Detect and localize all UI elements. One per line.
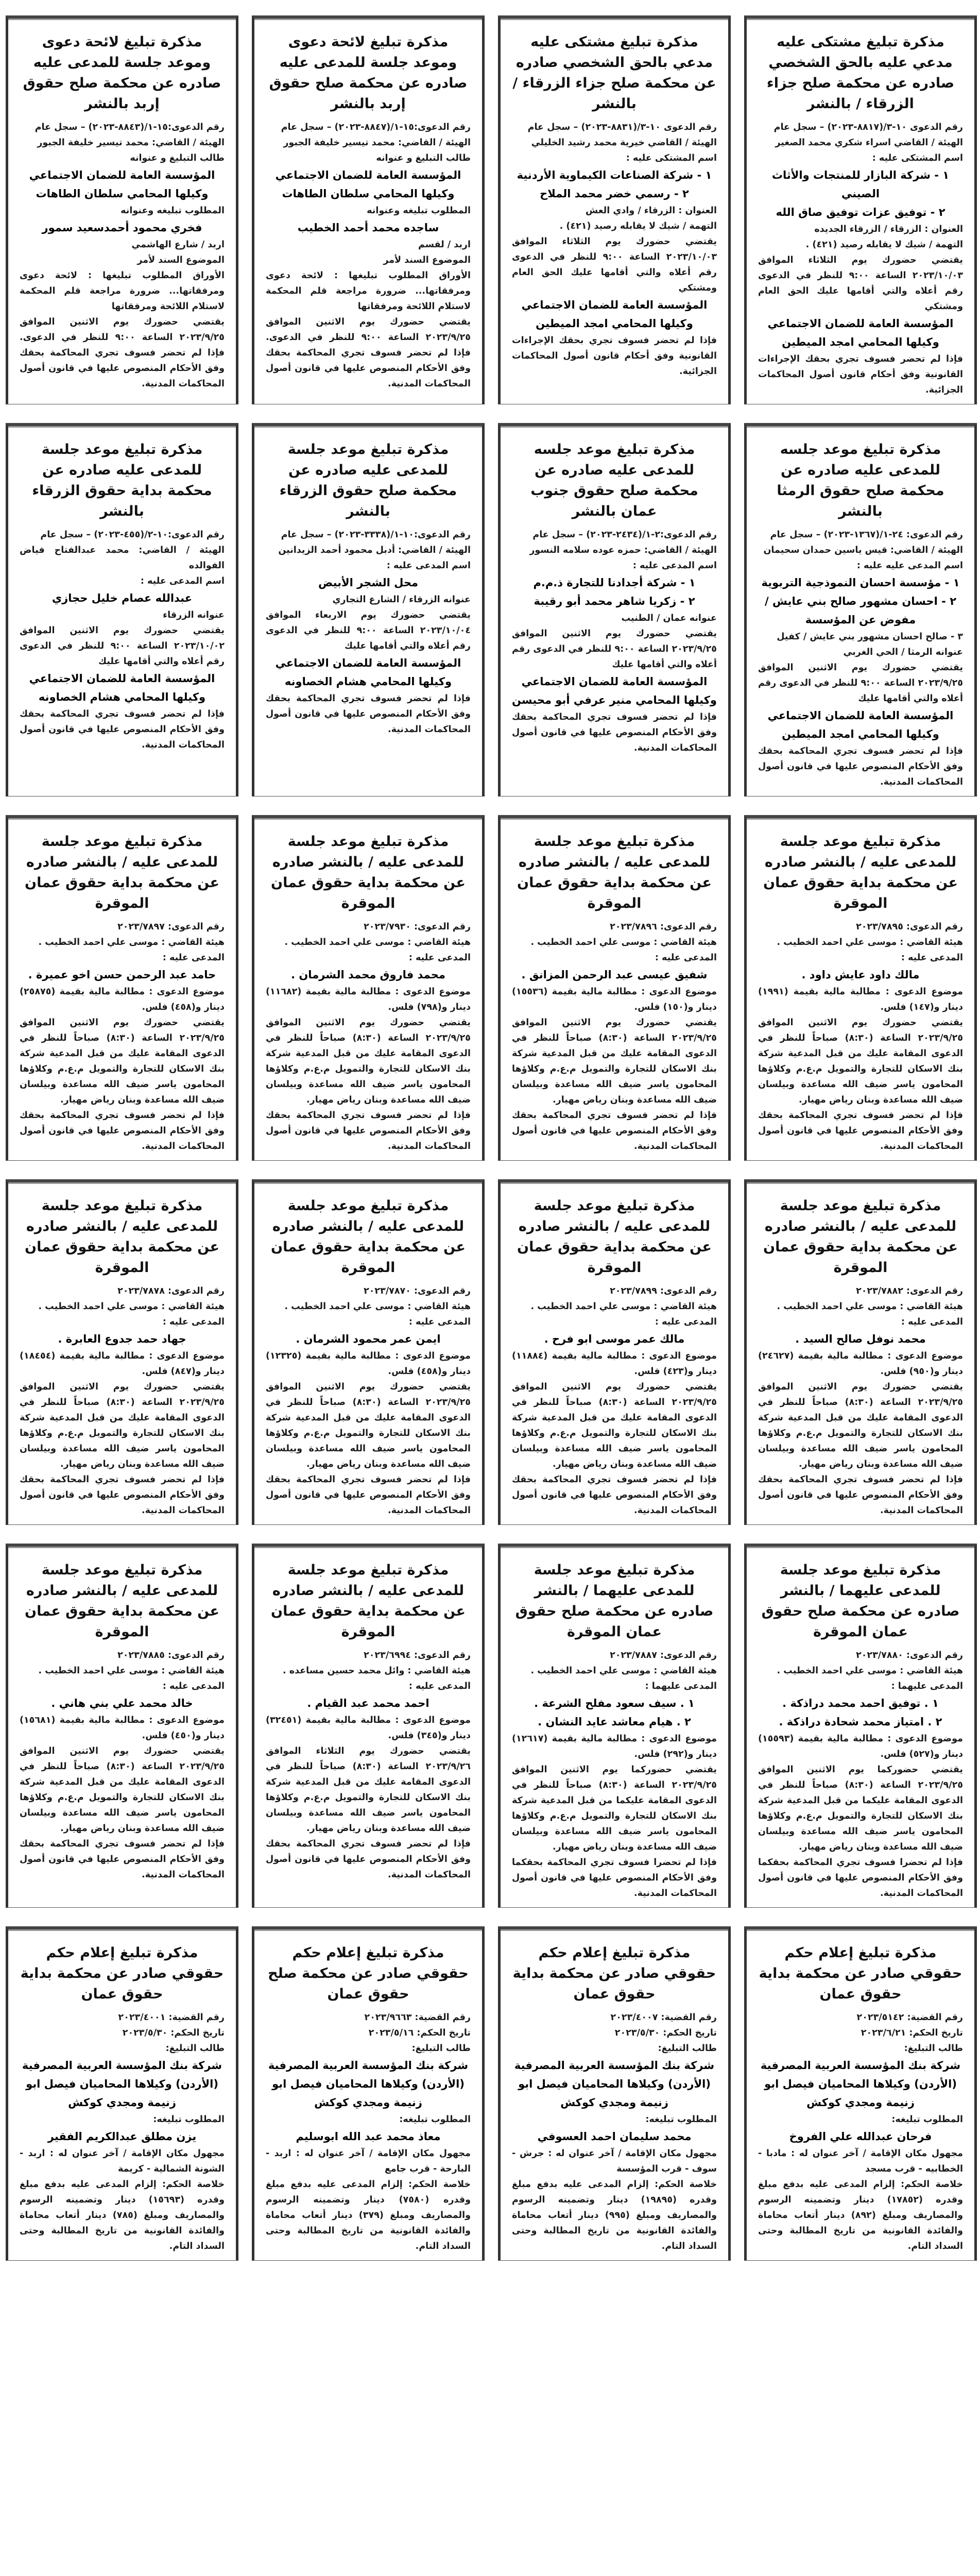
notice-title: مذكرة تبليغ موعد جلسة للمدعى عليه / بالنشر صادره عن محكمة بداية حقوق عمان الموقرة — [517, 834, 712, 911]
notice-text-line: العنوان : الزرقاء / الزرقاء الجديده — [814, 224, 963, 234]
notice-row — [0, 423, 980, 796]
notice-text-line: فإذا لم تحضر فسوف تجري المحاكمة بحقك وفق الأحكام المنصوص عليها في قانون أصول المحاكمات المدنية. — [758, 1110, 963, 1151]
notice-text-line: يقتضي حضوركما يوم الاثنين الموافق ٢٠٢٣/٩/٢٥ الساعة (٨:٣٠) صباحاً للنظر في الدعوى المقامة عليكما من قبل المدعية شركة بنك الاسكان للتجارة والتمويل م.ع.م وكلاؤها المحامون ياسر ضيف الله مساعدة وبيلسان ضيف الله مساعدة وبنان رياض مهيار. — [758, 1765, 963, 1852]
notice-text-line: رقم الدعوى: ٢٠٢٣/٧٨٩٧ — [117, 922, 225, 932]
legal-notice — [744, 815, 977, 1161]
notice-text-line: رقم الدعوى: ٢٠٢٣/٦٩٩٤ — [364, 1650, 471, 1660]
notice-title: مذكرة تبليغ موعد جلسة للمدعى عليه / بالنشر صادره عن محكمة بداية حقوق عمان الموقرة — [25, 1198, 219, 1276]
notice-text-line: المدعى عليهما : — [645, 1681, 717, 1691]
notice-party-name: شركة بنك المؤسسة العربية المصرفية (الأردن) وكيلاها المحاميان فيصل ابو زنيمة ومجدي كوكش — [268, 2059, 469, 2109]
notice-title: مذكرة تبليغ لائحة دعوى وموعد جلسة للمدعى عليه صادره عن محكمة صلح حقوق إربد بالنشر — [269, 34, 468, 112]
notice-text-line: هيئة القاضي : موسى علي احمد الخطيب . — [284, 937, 471, 947]
notice-text-line: المدعى عليه : — [408, 1317, 471, 1327]
notice-text-line: موضوع الدعوى : مطالبة مالية بقيمة (١٩٩١) دينار و(١٤٧) فلس. — [758, 987, 963, 1012]
notice-text-line: فإذا لم تحضر فسوف تجري المحاكمة بحقك وفق الأحكام المنصوص عليها في قانون أصول المحاكمات المدنية. — [20, 1110, 225, 1151]
notice-text-line: يقتضي حضورك يوم الاثنين الموافق ٢٠٢٣/٩/٢٥ الساعة (٨:٣٠) صباحاً للنظر في الدعوى المقامة عليك من قبل المدعية شركة بنك الاسكان للتجارة والتمويل م.ع.م وكلاؤها المحامون ياسر ضيف الله مساعدة وبيلسان ضيف الله مساعدة وبنان رياض مهيار. — [20, 1746, 225, 1834]
notice-text-line: فإذا لم تحضر فسوف تجري المحاكمة بحقك وفق الأحكام المنصوص عليها في قانون أصول المحاكمات المدنية. — [20, 1475, 225, 1516]
notice-text-line: عنوانه الرمثا / الحي الغربي — [843, 647, 963, 657]
notice-text-line: هيئة القاضي : موسى علي احمد الخطيب . — [284, 1301, 471, 1312]
notice-text-line: رقم الدعوى: ٢٠٢٣/٧٨٩٦ — [610, 922, 717, 932]
legal-notice — [744, 1179, 977, 1525]
notice-text-line: المدعى عليه : — [408, 1681, 471, 1691]
notice-text-line: رقم الدعوى: ٢٠٢٣/٧٨٨٠ — [856, 1650, 963, 1660]
legal-notice — [744, 1926, 977, 2261]
notice-text-line: يقتضي حضورك يوم الاثنين الموافق ٢٠٢٣/٩/٢٥ الساعة (٨:٣٠) صباحاً للنظر في الدعوى المقامة عليك من قبل المدعية شركة بنك الاسكان للتجارة والتمويل م.ع.م وكلاؤها المحامون ياسر ضيف الله مساعدة وبيلسان ضيف الله مساعدة وبنان رياض مهيار. — [512, 1018, 717, 1105]
notice-text-line: الهيئة / القاضي: أدبل محمود أحمد الزيدانين — [278, 545, 471, 555]
notice-party-name: ١ - شركة البازار للمنتجات والأثاث الصيني — [771, 169, 950, 200]
notice-text-line: رقم الدعوى: ٢٠٢٣/٧٨٩٩ — [610, 1286, 717, 1296]
notice-text-line: هيئة القاضي : موسى علي احمد الخطيب . — [530, 1301, 717, 1312]
legal-notice — [252, 815, 485, 1161]
notice-text-line: اسم المدعى عليه : — [632, 561, 717, 571]
legal-notice — [6, 815, 238, 1161]
notice-title: مذكرة تبليغ موعد جلسة للمدعى عليهما / بالنشر صادره عن محكمة صلح حقوق عمان الموقرة — [761, 1562, 960, 1640]
notice-text-line: اسم المدعى عليه : — [386, 561, 471, 571]
notice-text-line: فإذا لم تحضر فسوف تجري المحاكمة بحقك وفق الأحكام المنصوص عليها في قانون أصول المحاكمات المدنية. — [758, 1475, 963, 1516]
notice-title: مذكرة تبليغ موعد جلسة للمدعى عليه / بالنشر صادره عن محكمة بداية حقوق عمان الموقرة — [25, 1562, 219, 1640]
notice-text-line: اسم المدعى عليه : — [140, 576, 225, 586]
notice-text-line: فإذا لم تحضر فسوف تجري المحاكمة بحقك وفق الأحكام المنصوص عليها في قانون أصول المحاكمات المدنية. — [266, 1839, 471, 1880]
notice-text-line: خلاصة الحكم: إلزام المدعى عليه بدفع مبلغ وقدره (١٧٨٥٢) دينار وتضمينه الرسوم والمصاريف ومبلغ (٨٩٢) دينار أتعاب محاماة والفائدة القانونية من تاريخ المطالبة وحتى السداد التام. — [758, 2179, 963, 2251]
notice-text-line: يقتضي حضورك يوم الاثنين الموافق ٢٠٢٣/٩/٢٥ الساعة (٨:٣٠) صباحاً للنظر في الدعوى المقامة عليك من قبل المدعية شركة بنك الاسكان للتجارة والتمويل م.ع.م وكلاؤها المحامون ياسر ضيف الله مساعدة وبيلسان ضيف الله مساعدة وبنان رياض مهيار. — [266, 1018, 471, 1105]
notice-text-line: فإذا لم تحضر فسوف تجري المحاكمة بحقك وفق الأحكام المنصوص عليها في قانون أصول المحاكمات المدنية. — [512, 712, 717, 753]
notice-text-line: الموضوع السند لأمر — [383, 255, 471, 265]
notice-text-line: الهيئة / القاضي: محمد تيسير خليفة الجبور — [283, 138, 471, 148]
notice-text-line: رقم الدعوى: ٢٤-١/(١٣٦٧-٢٠٢٣) – سجل عام — [770, 530, 963, 540]
notice-party-name: حامد عبد الرحمن حسن اخو عميرة . — [28, 969, 216, 981]
notice-text-line: يقتضي حضورك يوم الاثنين الموافق ٢٠٢٣/٩/٢٥ الساعة (٨:٣٠) صباحاً للنظر في الدعوى المقامة عليك من قبل المدعية شركة بنك الاسكان للتجارة والتمويل م.ع.م وكلاؤها المحامون ياسر ضيف الله مساعدة وبيلسان ضيف الله مساعدة وبنان رياض مهيار. — [266, 1382, 471, 1469]
notice-title: مذكرة تبليغ موعد جلسة للمدعى عليه صادره عن محكمة صلح حقوق الزرقاء بالنشر — [279, 442, 457, 519]
notice-text-line: فإذا لم تحضر فسوف تجري المحاكمة بحقك وفق الأحكام المنصوص عليها في قانون أصول المحاكمات المدنية. — [266, 1110, 471, 1151]
notice-text-line: يقتضي حضورك يوم الاثنين الموافق ٢٠٢٣/٩/٢٥ الساعة ٩:٠٠ للنظر في الدعوى. فإذا لم تحضر فسوف تجري المحاكمة بحقك وفق الأحكام المنصوص عليها في قانون أصول المحاكمات المدنية. — [20, 317, 225, 389]
notice-text-line: مجهول مكان الإقامة / آخر عنوان له : اربد - البارحة - قرب جامع — [266, 2148, 471, 2174]
notice-row — [0, 1926, 980, 2261]
notice-text-line: رقم الدعوى: ٢٠٢٣/٧٨٩٥ — [856, 922, 963, 932]
notice-text-line: يقتضي حضورك يوم الثلاثاء الموافق ٢٠٢٣/١٠/٠٣ الساعة ٩:٠٠ للنظر في الدعوى رقم أعلاه والتي أقامها عليك الحق العام ومشتكي — [758, 255, 963, 312]
notice-text-line: هيئة القاضي : موسى علي احمد الخطيب . — [777, 937, 963, 947]
notice-party-name: المؤسسة العامة للضمان الاجتماعي وكيلها المحامي امجد الميطين — [767, 709, 954, 740]
notice-text-line: عنوانه عمان / الطنيب — [621, 613, 717, 623]
notice-text-line: عنوانه الزرقاء / الشارع التجاري — [332, 595, 471, 605]
notice-text-line: موضوع الدعوى : مطالبة مالية بقيمة (١٢٦١٧) دينار و(٢٩٢) فلس. — [512, 1734, 717, 1759]
notice-title: مذكرة تبليغ موعد جلسة للمدعى عليه / بالنشر صادره عن محكمة بداية حقوق عمان الموقرة — [25, 834, 219, 911]
notice-text-line: المدعى عليه : — [162, 1681, 225, 1691]
notice-party-name: محمد سليمان احمد العسوفي — [537, 2130, 692, 2143]
notice-row — [0, 1179, 980, 1525]
notice-text-line: موضوع الدعوى : مطالبة مالية بقيمة (١١٦٨٢) دينار و(٧٩٨) فلس. — [266, 987, 471, 1012]
notice-text-line: الهيئة / القاضي اسراء شكري محمد الصغير — [775, 138, 963, 148]
notice-party-name: ١ - مؤسسة احسان النموذجية التربوية — [761, 577, 960, 589]
notice-text-line: يقتضي حضورك يوم الاثنين الموافق ٢٠٢٣/٩/٢٥ الساعة (٨:٣٠) صباحاً للنظر في الدعوى المقامة عليك من قبل المدعية شركة بنك الاسكان للتجارة والتمويل م.ع.م وكلاؤها المحامون ياسر ضيف الله مساعدة وبيلسان ضيف الله مساعدة وبنان رياض مهيار. — [20, 1382, 225, 1469]
notice-party-name: ١ - شركة الصناعات الكيماوية الأردنية — [517, 169, 712, 181]
notice-text-line: المطلوب تبليغه: — [645, 2114, 717, 2125]
notice-text-line: رقم القضية: ٢٠٢٣/٤٠٠١ — [118, 2012, 225, 2023]
legal-notice — [498, 1544, 731, 1908]
legal-notice — [6, 1544, 238, 1908]
notice-text-line: يقتضي حضورك يوم الاثنين الموافق ٢٠٢٣/٩/٢٥ الساعة ٩:٠٠ للنظر في الدعوى رقم أعلاه والتي أقامها عليك — [758, 663, 963, 704]
notice-text-line: موضوع الدعوى : مطالبة مالية بقيمة (١٢٣٢٥) دينار و(٤٥٨) فلس. — [266, 1351, 471, 1377]
notice-text-line: المدعى عليه : — [655, 953, 717, 963]
notice-text-line: المطلوب تبليغه: — [891, 2114, 963, 2125]
notice-text-line: تاريخ الحكم: ٢٠٢٣/٥/٣٠ — [614, 2028, 717, 2038]
notice-text-line: المدعى عليه : — [655, 1317, 717, 1327]
notice-text-line: هيئة القاضي : موسى علي احمد الخطيب . — [530, 1666, 717, 1676]
notice-text-line: فإذا لم تحضر فسوف تجري المحاكمة بحقك وفق الأحكام المنصوص عليها في قانون أصول المحاكمات المدنية. — [512, 1475, 717, 1516]
notice-party-name: عبدالله عصام خليل حجازي — [51, 592, 193, 604]
legal-notice — [6, 423, 238, 796]
legal-notice — [498, 815, 731, 1161]
notice-title: مذكرة تبليغ إعلام حكم حقوقي صادر عن محكمة بداية حقوق عمان — [20, 1945, 224, 2002]
notice-text-line: يقتضي حضورك يوم الاثنين الموافق ٢٠٢٣/١٠/٠٢ الساعة ٩:٠٠ للنظر في الدعوى رقم أعلاه والتي أقامها عليك — [20, 625, 225, 667]
notice-text-line: رقم الدعوى: ٢٠٢٣/٧٨٨٢ — [856, 1286, 963, 1296]
notice-title: مذكرة تبليغ موعد جلسة للمدعى عليهما / بالنشر صادره عن محكمة صلح حقوق عمان الموقرة — [515, 1562, 714, 1640]
notice-text-line: رقم الدعوى ١٠-٣/(٨٨١٧-٢٠٢٣) – سجل عام — [773, 122, 963, 132]
notice-party-name: ٢ . امتياز محمد شحادة دراذكة . — [779, 1716, 942, 1728]
notice-title: مذكرة تبليغ إعلام حكم حقوقي صادر عن محكمة صلح حقوق عمان — [268, 1945, 469, 2002]
notice-text-line: فإذا لم تحضر فسوف تجري المحاكمة بحقك وفق الأحكام المنصوص عليها في قانون أصول المحاكمات المدنية. — [266, 693, 471, 735]
notice-party-name: محل الشجر الأبيض — [318, 577, 419, 589]
notice-text-line: الموضوع السند لأمر — [137, 255, 225, 265]
notice-text-line: الهيئة / القاضي خيرية محمد رشيد الخليلي — [531, 138, 717, 148]
notice-text-line: مجهول مكان الإقامة / آخر عنوان له : جرش - سوف - قرب المؤسسة — [512, 2148, 717, 2174]
notice-party-name: شركة بنك المؤسسة العربية المصرفية (الأردن) وكيلاها المحاميان فيصل ابو زنيمة ومجدي كوكش — [514, 2059, 715, 2109]
notice-text-line: يقتضي حضورك يوم الاثنين الموافق ٢٠٢٣/٩/٢٥ الساعة ٩:٠٠ للنظر في الدعوى. فإذا لم تحضر فسوف تجري المحاكمة بحقك وفق الأحكام المنصوص عليها في قانون أصول المحاكمات المدنية. — [266, 317, 471, 389]
notice-text-line: فإذا لم تحضر فسوف تجري المحاكمة بحقك وفق الأحكام المنصوص عليها في قانون أصول المحاكمات المدنية. — [266, 1475, 471, 1516]
notice-title: مذكرة تبليغ مشتكى عليه مدعي بالحق الشخصي صادره عن محكمة صلح جزاء الزرقاء / بالنشر — [512, 34, 716, 112]
notice-party-name: المؤسسة العامة للضمان الاجتماعي وكيلها المحامي منير عرفي أبو محيسن — [512, 675, 717, 706]
notice-text-line: رقم الدعوى:١٥-١/(٨٨٤٧-٢٠٢٣) – سجل عام — [281, 122, 471, 132]
notice-text-line: رقم القضية: ٢٠٢٣/٩٦٦٣ — [364, 2012, 471, 2023]
notice-text-line: خلاصة الحكم: إلزام المدعى عليه بدفع مبلغ وقدره (١٥٦٩٣) دينار وتضمينه الرسوم والمصاريف ومبلغ (٧٨٥) دينار أتعاب محاماة والفائدة القانونية من تاريخ المطالبة وحتى السداد التام. — [20, 2179, 225, 2251]
notice-text-line: المدعى عليه : — [162, 1317, 225, 1327]
notice-text-line: مجهول مكان الإقامة / آخر عنوان له : مادبا - الخطابيه - قرب مسجد — [758, 2148, 963, 2174]
notice-title: مذكرة تبليغ موعد جلسة للمدعى عليه / بالنشر صادره عن محكمة بداية حقوق عمان الموقرة — [271, 1562, 466, 1640]
notice-text-line: رقم الدعوى ١٠-٣/(٨٨٣١-٢٠٢٣) – سجل عام — [527, 122, 717, 132]
notice-text-line: يقتضي حضوركما يوم الاثنين الموافق ٢٠٢٣/٩/٢٥ الساعة (٨:٣٠) صباحاً للنظر في الدعوى المقامة عليكما من قبل المدعية شركة بنك الاسكان للتجارة والتمويل م.ع.م وكلاؤها المحامون ياسر ضيف الله مساعدة وبيلسان ضيف الله مساعدة وبنان رياض مهيار. — [512, 1765, 717, 1852]
notice-text-line: رقم الدعوى:٢-١/(٢٤٣٤-٢٠٢٣) – سجل عام — [532, 530, 717, 540]
legal-notice — [498, 1179, 731, 1525]
notice-party-name: ايمن عمر محمود الشرمان . — [296, 1333, 441, 1345]
legal-notice — [252, 1544, 485, 1908]
notice-text-line: موضوع الدعوى : مطالبة مالية بقيمة (١٥٥٣٦) دينار و(١٥٠) فلس. — [512, 987, 717, 1012]
notice-title: مذكرة تبليغ موعد جلسة للمدعى عليه / بالنشر صادره عن محكمة بداية حقوق عمان الموقرة — [763, 1198, 958, 1276]
notice-party-name: المؤسسة العامة للضمان الاجتماعي وكيلها المحامي امجد الميطين — [521, 299, 708, 330]
notice-party-name: المؤسسة العامة للضمان الاجتماعي وكيلها المحامي سلطان الطاهات — [275, 169, 461, 200]
notice-text-line: هيئة القاضي : موسى علي احمد الخطيب . — [777, 1301, 963, 1312]
notice-text-line: المطلوب تبليغه وعنوانه — [367, 206, 471, 216]
notice-party-name: مالك عمر موسى ابو فرح . — [544, 1333, 685, 1345]
notice-title: مذكرة تبليغ مشتكى عليه مدعي عليه بالحق الشخصي صادره عن محكمة صلح جزاء الزرقاء / بالنشر — [766, 34, 955, 112]
legal-notice — [252, 15, 485, 404]
legal-notice — [252, 1179, 485, 1525]
notice-text-line: رقم الدعوى: ٢٠٢٣/٧٨٨٧ — [610, 1650, 717, 1660]
notice-text-line: اسم المشتكى عليه : — [872, 153, 963, 163]
notice-text-line: رقم الدعوى: ٢٠٢٣/٧٨٧٨ — [117, 1286, 225, 1296]
notice-party-name: فرحان عبدالله علي الفروخ — [789, 2130, 932, 2143]
notice-text-line: تاريخ الحكم: ٢٠٢٣/٥/١٦ — [368, 2028, 471, 2038]
notice-title: مذكرة تبليغ إعلام حكم حقوقي صادر عن محكمة بداية حقوق عمان — [512, 1945, 716, 2002]
notice-party-name: شركة بنك المؤسسة العربية المصرفية (الأردن) وكيلاها المحاميان فيصل ابو زنيمة ومجدي كوكش — [760, 2059, 961, 2109]
notice-text-line: يقتضي حضورك يوم الاثنين الموافق ٢٠٢٣/٩/٢٥ الساعة ٩:٠٠ للنظر في الدعوى رقم أعلاه والتي أقامها عليك — [512, 629, 717, 670]
legal-notice — [498, 1926, 731, 2261]
notice-text-line: المطلوب تبليغه: — [399, 2114, 471, 2125]
legal-notice — [252, 423, 485, 796]
notice-party-name: جهاد حمد جدوع العابرة . — [58, 1333, 186, 1345]
notice-text-line: فإذا لم تحضرا فسوف تجري المحاكمة بحقكما وفق الأحكام المنصوص عليها في قانون أصول المحاكمات المدنية. — [758, 1857, 963, 1899]
notice-text-line: رقم القضية: ٢٠٢٣/٤٠٠٧ — [610, 2012, 717, 2023]
notice-party-name: ١ - شركة أجدادنا للتجارة ذ.م.م — [533, 577, 696, 589]
notice-text-line: رقم الدعوى:١٠-١/(٣٣٣٨-٢٠٢٣) – سجل عام — [281, 530, 471, 540]
notice-text-line: رقم الدعوى: ٢٠٢٣/٧٨٨٥ — [117, 1650, 225, 1660]
notice-text-line: المدعى عليه : — [901, 953, 963, 963]
notice-text-line: مجهول مكان الإقامة / آخر عنوان له : اربد - الشونة الشمالية - كريمة — [20, 2148, 225, 2174]
notice-text-line: المدعى عليهما : — [891, 1681, 963, 1691]
notice-text-line: خلاصة الحكم: إلزام المدعى عليه بدفع مبلغ وقدره (١٩٨٩٥) دينار وتضمينه الرسوم والمصاريف ومبلغ (٩٩٥) دينار أتعاب محاماة والفائدة القانونية من تاريخ المطالبة وحتى السداد التام. — [512, 2179, 717, 2251]
notice-text-line: يقتضي حضورك يوم الاثنين الموافق ٢٠٢٣/٩/٢٥ الساعة (٨:٣٠) صباحاً للنظر في الدعوى المقامة عليك من قبل المدعية شركة بنك الاسكان للتجارة والتمويل م.ع.م وكلاؤها المحامون ياسر ضيف الله مساعدة وبيلسان ضيف الله مساعدة وبنان رياض مهيار. — [758, 1018, 963, 1105]
notice-text-line: اربد / شارع الهاشمي — [131, 240, 225, 250]
notice-party-name: المؤسسة العامة للضمان الاجتماعي وكيلها المحامي امجد الميطين — [767, 317, 954, 348]
notice-text-line: اربد / لقسم — [418, 240, 471, 250]
notice-party-name: المؤسسة العامة للضمان الاجتماعي وكيلها المحامي سلطان الطاهات — [29, 169, 215, 200]
notice-text-line: العنوان : الزرقاء / وادي العش — [586, 206, 717, 216]
notice-text-line: الهيئة / القاضي: قيس ياسين حمدان سحيمان — [763, 545, 963, 555]
notice-text-line: فإذا لم تحضر فسوف تجري المحاكمة بحقك وفق الأحكام المنصوص عليها في قانون أصول المحاكمات المدنية. — [512, 1110, 717, 1151]
notice-party-name: ساجده محمد أحمد الخطيب — [297, 222, 439, 234]
notice-row — [0, 15, 980, 404]
notice-text-line: يقتضي حضورك يوم الاثنين الموافق ٢٠٢٣/٩/٢٥ الساعة (٨:٣٠) صباحاً للنظر في الدعوى المقامة عليك من قبل المدعية شركة بنك الاسكان للتجارة والتمويل م.ع.م وكلاؤها المحامون ياسر ضيف الله مساعدة وبيلسان ضيف الله مساعدة وبنان رياض مهيار. — [512, 1382, 717, 1469]
notice-row — [0, 1544, 980, 1908]
notice-title: مذكرة تبليغ موعد جلسة للمدعى عليه / بالنشر صادره عن محكمة بداية حقوق عمان الموقرة — [271, 834, 466, 911]
notice-party-name: محمد فاروق محمد الشرمان . — [291, 969, 445, 981]
notice-text-line: اسم المدعى عليه عليه : — [856, 561, 963, 571]
legal-notice — [744, 1544, 977, 1908]
legal-notice — [6, 1926, 238, 2261]
notice-text-line: الهيئة / القاضي: حمزه عوده سلامه النسور — [529, 545, 717, 555]
notice-text-line: فإذا لم تحضر فسوف تجري بحقك الإجراءات القانونية وفق أحكام قانون أصول المحاكمات الجزائية. — [512, 335, 717, 377]
notice-text-line: موضوع الدعوى : مطالبة مالية بقيمة (٣٢٤٥١) دينار و(٣٤٥) فلس. — [266, 1715, 471, 1741]
legal-notice — [6, 15, 238, 404]
notice-text-line: رقم الدعوى:١٠-٢/(٤٥٥-٢٠٢٣) – سجل عام — [40, 530, 225, 540]
notice-text-line: المدعى عليه : — [408, 953, 471, 963]
notice-text-line: موضوع الدعوى : مطالبة مالية بقيمة (١٨٤٥٤) دينار و(٨٤٧) فلس. — [20, 1351, 225, 1377]
notice-text-line: عنوانه الزرقاء — [163, 610, 225, 620]
notice-party-name: خالد محمد علي بني هاني . — [51, 1697, 193, 1709]
notice-text-line: يقتضي حضورك يوم الاربعاء الموافق ٢٠٢٣/١٠/٠٤ الساعة ٩:٠٠ للنظر في الدعوى رقم أعلاه والتي أقامها عليك — [266, 610, 471, 651]
notice-text-line: رقم الدعوى: ٢٠٢٣/٧٩٣٠ — [364, 922, 471, 932]
notice-title: مذكرة تبليغ موعد جلسة للمدعى عليه / بالنشر صادره عن محكمة بداية حقوق عمان الموقرة — [271, 1198, 466, 1276]
notice-text-line: التهمة / شيك لا يقابله رصيد (٤٢١) . — [559, 221, 717, 231]
notice-party-name: مالك داود عايش داود . — [801, 969, 920, 981]
notice-text-line: موضوع الدعوى : مطالبة مالية بقيمة (١٥٥٩٣) دينار و(٥٢٧) فلس. — [758, 1734, 963, 1759]
legal-notice — [498, 15, 731, 404]
notice-text-line: هيئة القاضي : موسى علي احمد الخطيب . — [38, 937, 225, 947]
notice-text-line: اسم المشتكى عليه : — [626, 153, 717, 163]
notice-party-name: ١ . توفيق احمد محمد دراذكة . — [782, 1697, 939, 1709]
notice-text-line: طالب التبليغ: — [658, 2043, 717, 2054]
notice-party-name: المؤسسة العامة للضمان الاجتماعي وكيلها المحامي هشام الخصاونه — [275, 657, 461, 688]
notice-text-line: يقتضي حضورك يوم الثلاثاء الموافق ٢٠٢٣/١٠/٠٣ الساعة ٩:٠٠ للنظر في الدعوى رقم أعلاه والتي أقامها عليك الحق العام ومشتكي — [512, 236, 717, 293]
legal-notice — [6, 1179, 238, 1525]
notice-text-line: هيئة القاضي : موسى علي احمد الخطيب . — [38, 1301, 225, 1312]
notice-text-line: الهيئة / القاضي: محمد تيسير خليفة الجبور — [37, 138, 225, 148]
notice-text-line: خلاصة الحكم: إلزام المدعى عليه بدفع مبلغ وقدره (٧٥٨٠) دينار وتضمينه الرسوم والمصاريف ومبلغ (٣٧٩) دينار أتعاب محاماة والفائدة القانونية من تاريخ المطالبة وحتى السداد التام. — [266, 2179, 471, 2251]
notice-text-line: هيئة القاضي : موسى علي احمد الخطيب . — [530, 937, 717, 947]
notice-text-line: رقم القضية: ٢٠٢٣/٥١٤٢ — [856, 2012, 963, 2023]
notice-text-line: فإذا لم تحضر فسوف تجري المحاكمة بحقك وفق الأحكام المنصوص عليها في قانون أصول المحاكمات المدنية. — [758, 746, 963, 787]
legal-notice — [252, 1926, 485, 2261]
notice-party-name: ٢ - توفيق عزات توفيق صاق الله — [776, 206, 945, 218]
notice-text-line: موضوع الدعوى : مطالبة مالية بقيمة (١١٨٨٤) دينار و(٤٢٣) فلس. — [512, 1351, 717, 1377]
notice-text-line: هيئة القاضي : وائل محمد حسين مساعده . — [283, 1666, 471, 1676]
notice-title: مذكرة تبليغ موعد جلسه للمدعى عليه صادره عن محكمة صلح حقوق الرمثا بالنشر — [777, 442, 944, 519]
notice-text-line: الأوراق المطلوب تبليغها : لائحة دعوى ومرفقاتها... ضرورة مراجعة قلم المحكمة لاستلام اللائحة ومرفقاتها — [266, 270, 471, 312]
legal-notice — [744, 423, 977, 796]
notice-text-line: المطلوب تبليغه وعنوانه — [121, 206, 225, 216]
legal-notice — [744, 15, 977, 404]
notice-text-line: يقتضي حضورك يوم الاثنين الموافق ٢٠٢٣/٩/٢٥ الساعة (٨:٣٠) صباحاً للنظر في الدعوى المقامة عليك من قبل المدعية شركة بنك الاسكان للتجارة والتمويل م.ع.م وكلاؤها المحامون ياسر ضيف الله مساعدة وبيلسان ضيف الله مساعدة وبنان رياض مهيار. — [758, 1382, 963, 1469]
notice-party-name: ٢ - احسان مشهور صالح بني عايش / مفوض عن المؤسسة — [764, 595, 957, 626]
notice-text-line: يقتضي حضورك يوم الثلاثاء الموافق ٢٠٢٣/٩/٢٦ الساعة (٨:٣٠) صباحاً للنظر في الدعوى المقامة عليك من قبل المدعية شركة بنك الاسكان للتجارة والتمويل م.ع.م وكلاؤها المحامون ياسر ضيف الله مساعدة وبيلسان ضيف الله مساعدة وبنان رياض مهيار. — [266, 1746, 471, 1834]
notice-party-name: معاذ محمد عبد الله ابوسليم — [296, 2130, 441, 2143]
notice-text-line: المطلوب تبليغه: — [153, 2114, 225, 2125]
notice-title: مذكرة تبليغ موعد جلسة للمدعى عليه صادره عن محكمة بداية حقوق الزرقاء بالنشر — [32, 442, 212, 519]
notice-text-line: تاريخ الحكم: ٢٠٢٣/٦/٢١ — [861, 2028, 963, 2038]
notice-text-line: طالب التبليغ و عنوانه — [130, 153, 225, 163]
notice-party-name: شركة بنك المؤسسة العربية المصرفية (الأردن) وكيلاها المحاميان فيصل ابو زنيمة ومجدي كوكش — [22, 2059, 222, 2109]
notice-party-name: ٢ - رسمي خضر محمد الملاح — [540, 188, 689, 200]
notice-party-name: محمد نوفل صالح السيد . — [795, 1333, 926, 1345]
notice-text-line: يقتضي حضورك يوم الاثنين الموافق ٢٠٢٣/٩/٢٥ الساعة (٨:٣٠) صباحاً للنظر في الدعوى المقامة عليك من قبل المدعية شركة بنك الاسكان للتجارة والتمويل م.ع.م وكلاؤها المحامون ياسر ضيف الله مساعدة وبيلسان ضيف الله مساعدة وبنان رياض مهيار. — [20, 1018, 225, 1105]
notice-text-line: التهمة / شيك لا يقابله رصيد (٤٢١) . — [805, 240, 963, 250]
legal-notice — [498, 423, 731, 796]
notice-text-line: طالب التبليغ: — [411, 2043, 471, 2054]
notice-party-name: ١ . سيف سعود مفلح الشرعة . — [534, 1697, 695, 1709]
notice-title: مذكرة تبليغ موعد جلسة للمدعى عليه / بالنشر صادره عن محكمة بداية حقوق عمان الموقرة — [763, 834, 958, 911]
notice-title: مذكرة تبليغ إعلام حكم حقوقي صادر عن محكمة بداية حقوق عمان — [759, 1945, 962, 2002]
notice-text-line: المدعى عليه : — [162, 953, 225, 963]
notice-party-name: يزن مطلق عبدالكريم الفقير — [47, 2130, 197, 2143]
notice-text-line: الهيئة / القاضي: محمد عبدالفتاح فياض الفوالده — [20, 545, 225, 571]
notice-party-name: فخري محمود أحمدسعيد سمور — [42, 222, 202, 234]
notice-text-line: ٣ - صالح احسان مشهور بني عايش / كفيل — [777, 632, 963, 642]
notice-text-line: طالب التبليغ و عنوانه — [376, 153, 471, 163]
notice-text-line: فإذا لم تحضر فسوف تجري المحاكمة بحقك وفق الأحكام المنصوص عليها في قانون أصول المحاكمات المدنية. — [20, 1839, 225, 1880]
notice-text-line: رقم الدعوى:١٥-١/(٨٨٤٣-٢٠٢٣) – سجل عام — [35, 122, 225, 132]
notice-text-line: تاريخ الحكم: ٢٠٢٣/٥/٣٠ — [122, 2028, 225, 2038]
notice-party-name: ٢ . هيام معاشد عايد النشان . — [538, 1716, 691, 1728]
notice-text-line: موضوع الدعوى : مطالبة مالية بقيمة (٢٤٦٢٧) دينار و(٩٥٠) فلس. — [758, 1351, 963, 1377]
notice-text-line: موضوع الدعوى : مطالبة مالية بقيمة (١٥٦٨١) دينار و(٤٥٠) فلس. — [20, 1715, 225, 1741]
notice-text-line: الأوراق المطلوب تبليغها : لائحة دعوى ومرفقاتها... ضرورة مراجعة قلم المحكمة لاستلام اللائحة ومرفقاتها — [20, 270, 225, 312]
notice-row — [0, 815, 980, 1161]
notice-text-line: المدعى عليه : — [901, 1317, 963, 1327]
notice-title: مذكرة تبليغ موعد جلسه للمدعى عليه صادره عن محكمة صلح حقوق جنوب عمان بالنشر — [530, 442, 698, 519]
notice-party-name: احمد محمد عبد القيام . — [307, 1697, 429, 1709]
notice-party-name: شفيق عيسى عبد الرحمن المزانق . — [521, 969, 708, 981]
notice-text-line: هيئة القاضي : موسى علي احمد الخطيب . — [38, 1666, 225, 1676]
notice-text-line: طالب التبليغ: — [904, 2043, 963, 2054]
notice-text-line: فإذا لم تحضرا فسوف تجري المحاكمة بحقكما وفق الأحكام المنصوص عليها في قانون أصول المحاكمات المدنية. — [512, 1857, 717, 1899]
notice-text-line: رقم الدعوى: ٢٠٢٣/٧٨٧٠ — [364, 1286, 471, 1296]
notice-text-line: هيئة القاضي : موسى علي احمد الخطيب . — [777, 1666, 963, 1676]
notice-party-name: ٢ - زكريا شاهر محمد أبو رقيبة — [534, 595, 695, 607]
notice-text-line: موضوع الدعوى : مطالبة مالية بقيمة (٢٥٨٧٥) دينار و(٤٥٨) فلس. — [20, 987, 225, 1012]
notice-text-line: فإذا لم تحضر فسوف تجري المحاكمة بحقك وفق الأحكام المنصوص عليها في قانون أصول المحاكمات المدنية. — [20, 709, 225, 750]
notice-text-line: طالب التبليغ: — [165, 2043, 225, 2054]
notice-title: مذكرة تبليغ موعد جلسة للمدعى عليه / بالنشر صادره عن محكمة بداية حقوق عمان الموقرة — [517, 1198, 712, 1276]
notice-party-name: المؤسسة العامة للضمان الاجتماعي وكيلها المحامي هشام الخصاونه — [29, 672, 215, 703]
notice-title: مذكرة تبليغ لائحة دعوى وموعد جلسة للمدعى عليه صادره عن محكمة صلح حقوق إربد بالنشر — [23, 34, 221, 112]
notice-text-line: فإذا لم تحضر فسوف تجري بحقك الإجراءات القانونية وفق أحكام قانون أصول المحاكمات الجزائية. — [758, 354, 963, 395]
